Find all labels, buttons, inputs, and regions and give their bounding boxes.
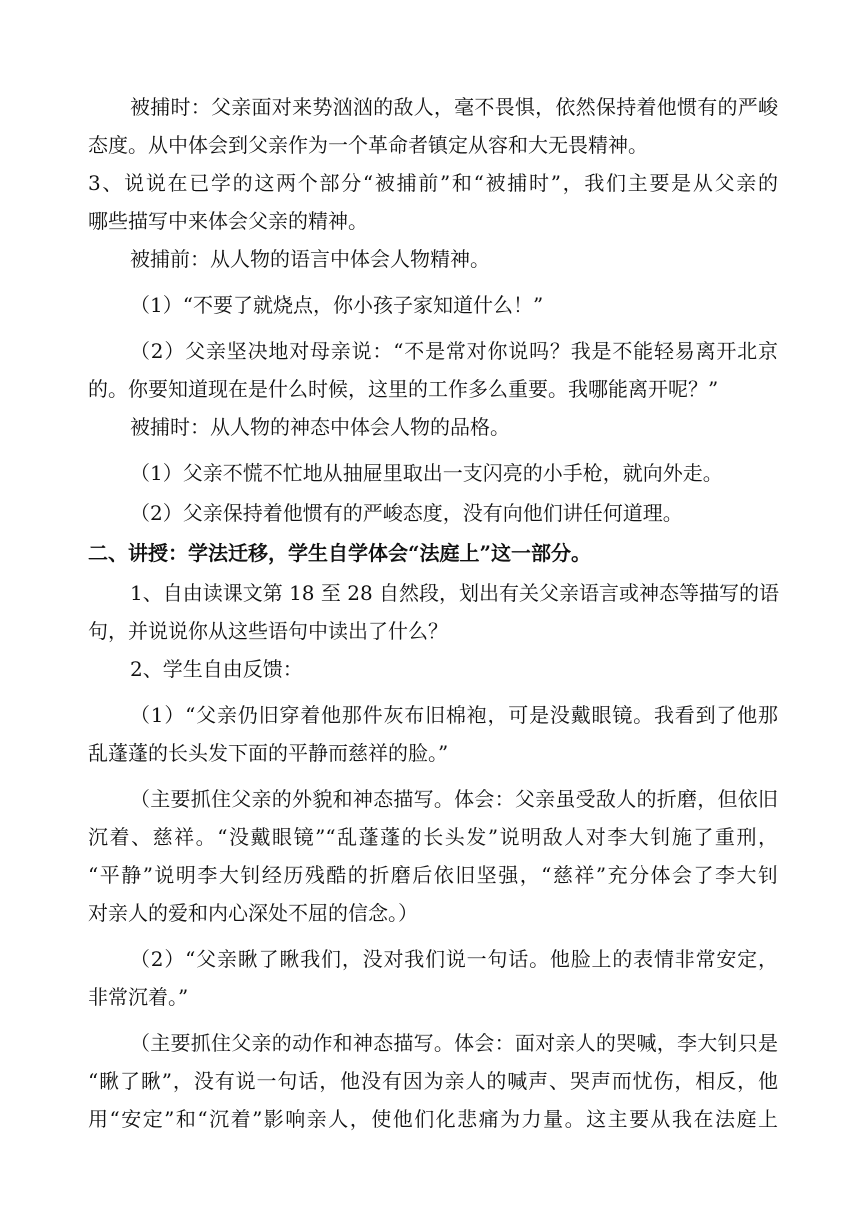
step-1-line-2: 句，并说说你从这些语句中读出了什么？ <box>88 619 448 643</box>
feedback-2-line-2: 非常沉着。” <box>88 985 189 1009</box>
feedback-2-line-1: （2）“父亲瞅了瞅我们，没对我们说一句话。他脸上的表情非常安定， <box>130 947 778 971</box>
analysis-1-line-1: （主要抓住父亲的外貌和神态描写。体会：父亲虽受敌人的折磨，但依旧 <box>130 787 778 811</box>
step-1-line-1: 1、自由读课文第 18 至 28 自然段，划出有关父亲语言或神态等描写的语 <box>130 581 780 605</box>
question-3-line-2: 哪些描写中来体会父亲的精神。 <box>88 209 368 233</box>
during-arrest-heading: 被捕时：从人物的神态中体会人物的品格。 <box>130 415 510 439</box>
paragraph-line-2: 态度。从中体会到父亲作为一个革命者镇定从容和大无畏精神。 <box>88 133 648 157</box>
analysis-1-line-2: 沉着、慈祥。“没戴眼镜”“乱蓬蓬的长头发”说明敌人对李大钊施了重刑， <box>88 825 778 849</box>
before-arrest-quote-2-line-2: 的。你要知道现在是什么时候，这里的工作多么重要。我哪能离开呢？” <box>88 377 719 401</box>
analysis-2-line-1: （主要抓住父亲的动作和神态描写。体会：面对亲人的哭喊，李大钊只是 <box>130 1031 778 1055</box>
question-3-line-1: 3、说说在已学的这两个部分“被捕前”和“被捕时”，我们主要是从父亲的 <box>88 171 778 195</box>
paragraph-line-1: 被捕时：父亲面对来势汹汹的敌人，毫不畏惧，依然保持着他惯有的严峻 <box>130 95 778 119</box>
before-arrest-quote-1: （1）“不要了就烧点，你小孩子家知道什么！” <box>130 293 544 317</box>
step-2-heading: 2、学生自由反馈： <box>130 657 303 681</box>
during-arrest-point-2: （2）父亲保持着他惯有的严峻态度，没有向他们讲任何道理。 <box>130 501 683 525</box>
analysis-2-line-3: 用“安定”和“沉着”影响亲人，使他们化悲痛为力量。这主要从我在法庭上 <box>88 1107 778 1131</box>
feedback-1-line-1: （1）“父亲仍旧穿着他那件灰布旧棉袍，可是没戴眼镜。我看到了他那 <box>130 703 778 727</box>
feedback-1-line-2: 乱蓬蓬的长头发下面的平静而慈祥的脸。” <box>88 741 449 765</box>
before-arrest-quote-2-line-1: （2）父亲坚决地对母亲说：“不是常对你说吗？我是不能轻易离开北京 <box>130 339 778 363</box>
analysis-2-line-2: “瞅了瞅”，没有说一句话，他没有因为亲人的喊声、哭声而忧伤，相反，他 <box>88 1069 778 1093</box>
during-arrest-point-1: （1）父亲不慌不忙地从抽屉里取出一支闪亮的小手枪，就向外走。 <box>130 461 723 485</box>
analysis-1-line-3: “平静”说明李大钊经历残酷的折磨后依旧坚强，“慈祥”充分体会了李大钊 <box>88 863 778 887</box>
analysis-1-line-4: 对亲人的爱和内心深处不屈的信念。） <box>88 901 418 925</box>
section-2-heading: 二、讲授：学法迁移，学生自学体会“法庭上”这一部分。 <box>88 541 592 565</box>
before-arrest-heading: 被捕前：从人物的语言中体会人物精神。 <box>130 247 490 271</box>
